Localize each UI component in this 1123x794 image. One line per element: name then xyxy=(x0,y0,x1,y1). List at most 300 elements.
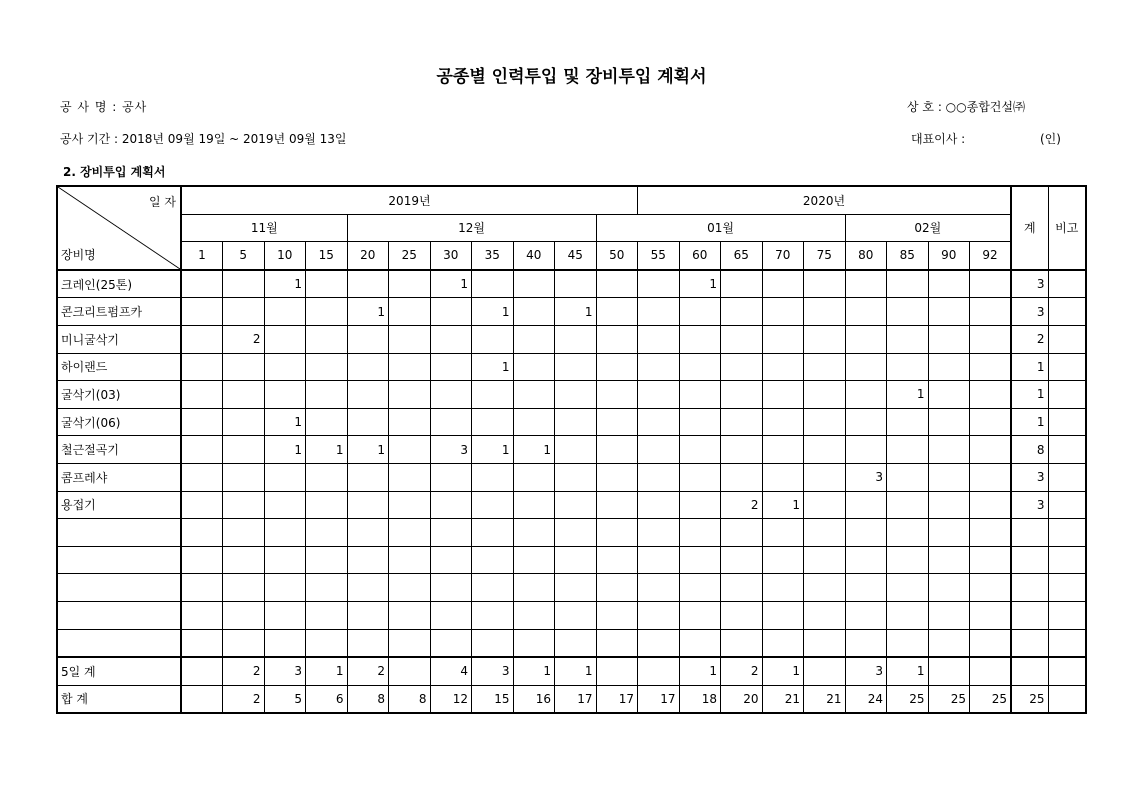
quantity-cell xyxy=(762,353,804,381)
quantity-cell: 1 xyxy=(513,436,555,464)
quantity-cell xyxy=(679,491,721,519)
quantity-cell xyxy=(389,491,431,519)
equipment-row xyxy=(57,325,1086,353)
quantity-cell xyxy=(845,546,887,574)
quantity-cell xyxy=(596,408,638,436)
quantity-cell: 8 xyxy=(347,685,389,713)
quantity-cell xyxy=(596,325,638,353)
quantity-cell xyxy=(762,629,804,657)
quantity-cell: 1 xyxy=(472,353,514,381)
quantity-cell xyxy=(804,298,846,326)
equipment-name-cell: 콤프레샤 xyxy=(57,463,181,491)
quantity-cell xyxy=(306,463,348,491)
quantity-cell xyxy=(762,546,804,574)
quantity-cell xyxy=(389,546,431,574)
cumulative-total-row xyxy=(57,685,1086,713)
remarks-cell xyxy=(1048,574,1086,602)
quantity-cell xyxy=(389,408,431,436)
quantity-cell: 1 xyxy=(762,491,804,519)
quantity-cell: 25 xyxy=(970,685,1012,713)
quantity-cell xyxy=(513,463,555,491)
equipment-row xyxy=(57,408,1086,436)
quantity-cell xyxy=(928,546,970,574)
quantity-cell xyxy=(887,629,929,657)
day-header-cell: 1 xyxy=(181,242,223,270)
quantity-cell: 3 xyxy=(845,463,887,491)
remarks-cell xyxy=(1048,629,1086,657)
quantity-cell: 3 xyxy=(845,657,887,685)
equipment-row xyxy=(57,353,1086,381)
quantity-cell xyxy=(721,353,763,381)
quantity-cell xyxy=(970,601,1012,629)
quantity-cell xyxy=(181,381,223,409)
quantity-cell xyxy=(223,574,265,602)
quantity-cell: 1 xyxy=(306,657,348,685)
quantity-cell xyxy=(596,436,638,464)
quantity-cell: 21 xyxy=(762,685,804,713)
quantity-cell xyxy=(181,685,223,713)
remarks-cell xyxy=(1048,325,1086,353)
quantity-cell xyxy=(223,629,265,657)
quantity-cell: 24 xyxy=(845,685,887,713)
quantity-cell: 25 xyxy=(928,685,970,713)
quantity-cell xyxy=(555,325,597,353)
equipment-row xyxy=(57,574,1086,602)
quantity-cell xyxy=(264,353,306,381)
day-header-cell: 35 xyxy=(472,242,514,270)
day-header-cell: 80 xyxy=(845,242,887,270)
quantity-cell xyxy=(181,546,223,574)
quantity-cell xyxy=(721,408,763,436)
quantity-cell xyxy=(513,491,555,519)
quantity-cell xyxy=(845,574,887,602)
quantity-cell xyxy=(264,463,306,491)
quantity-cell: 1 xyxy=(887,657,929,685)
quantity-cell xyxy=(389,353,431,381)
quantity-cell xyxy=(596,298,638,326)
quantity-cell xyxy=(472,546,514,574)
quantity-cell xyxy=(970,546,1012,574)
quantity-cell xyxy=(970,353,1012,381)
quantity-cell xyxy=(306,270,348,298)
quantity-cell xyxy=(513,546,555,574)
quantity-cell xyxy=(555,270,597,298)
quantity-cell xyxy=(804,325,846,353)
quantity-cell xyxy=(928,325,970,353)
quantity-cell xyxy=(472,325,514,353)
equipment-name-cell: 굴삭기(06) xyxy=(57,408,181,436)
remarks-cell xyxy=(1048,408,1086,436)
quantity-cell xyxy=(264,381,306,409)
quantity-cell xyxy=(970,629,1012,657)
quantity-cell xyxy=(762,601,804,629)
quantity-cell xyxy=(555,436,597,464)
quantity-cell xyxy=(721,629,763,657)
quantity-cell xyxy=(928,436,970,464)
quantity-cell xyxy=(638,298,680,326)
quantity-cell: 3 xyxy=(430,436,472,464)
equipment-row xyxy=(57,601,1086,629)
quantity-cell: 12 xyxy=(430,685,472,713)
quantity-cell: 3 xyxy=(264,657,306,685)
quantity-cell xyxy=(306,519,348,547)
quantity-cell xyxy=(264,491,306,519)
row-total-cell xyxy=(1011,546,1048,574)
quantity-cell xyxy=(389,325,431,353)
quantity-cell xyxy=(679,408,721,436)
quantity-cell xyxy=(638,601,680,629)
quantity-cell xyxy=(181,325,223,353)
quantity-cell xyxy=(347,546,389,574)
day-header-cell: 90 xyxy=(928,242,970,270)
quantity-cell xyxy=(181,353,223,381)
quantity-cell xyxy=(513,574,555,602)
quantity-cell xyxy=(555,574,597,602)
quantity-cell xyxy=(970,519,1012,547)
quantity-cell xyxy=(472,270,514,298)
remarks-cell xyxy=(1048,491,1086,519)
document-title: 공종별 인력투입 및 장비투입 계획서 xyxy=(436,67,707,87)
quantity-cell xyxy=(845,381,887,409)
equipment-row xyxy=(57,381,1086,409)
quantity-cell: 1 xyxy=(347,298,389,326)
quantity-cell xyxy=(264,325,306,353)
day-header-cell: 60 xyxy=(679,242,721,270)
quantity-cell xyxy=(970,436,1012,464)
quantity-cell xyxy=(804,353,846,381)
quantity-cell xyxy=(430,381,472,409)
quantity-cell: 2 xyxy=(223,325,265,353)
quantity-cell xyxy=(887,519,929,547)
quantity-cell xyxy=(928,353,970,381)
company-name-label: 상 호 : ○○종합건설㈜ xyxy=(907,100,1025,114)
quantity-cell xyxy=(389,436,431,464)
quantity-cell xyxy=(845,629,887,657)
quantity-cell: 1 xyxy=(762,657,804,685)
quantity-cell xyxy=(928,408,970,436)
quantity-cell xyxy=(181,436,223,464)
equipment-row xyxy=(57,270,1086,298)
quantity-cell xyxy=(804,546,846,574)
row-total-cell xyxy=(1011,629,1048,657)
equipment-name-cell: 하이랜드 xyxy=(57,353,181,381)
quantity-cell xyxy=(845,353,887,381)
quantity-cell xyxy=(845,408,887,436)
quantity-cell xyxy=(804,629,846,657)
quantity-cell: 1 xyxy=(472,436,514,464)
quantity-cell xyxy=(679,519,721,547)
quantity-cell xyxy=(804,436,846,464)
equipment-row xyxy=(57,491,1086,519)
quantity-cell xyxy=(804,657,846,685)
quantity-cell xyxy=(555,463,597,491)
quantity-cell: 3 xyxy=(472,657,514,685)
quantity-cell xyxy=(762,270,804,298)
quantity-cell xyxy=(638,436,680,464)
row-total-cell xyxy=(1011,519,1048,547)
row-total-cell: 1 xyxy=(1011,408,1048,436)
equipment-row xyxy=(57,546,1086,574)
quantity-cell xyxy=(970,657,1012,685)
equipment-name-cell: 철근절곡기 xyxy=(57,436,181,464)
quantity-cell xyxy=(970,381,1012,409)
equipment-name-cell: 5일 계 xyxy=(57,657,181,685)
quantity-cell xyxy=(181,657,223,685)
quantity-cell xyxy=(970,270,1012,298)
quantity-cell xyxy=(804,574,846,602)
quantity-cell: 2 xyxy=(223,685,265,713)
quantity-cell xyxy=(721,601,763,629)
quantity-cell xyxy=(430,491,472,519)
quantity-cell: 1 xyxy=(347,436,389,464)
day-header-cell: 30 xyxy=(430,242,472,270)
quantity-cell xyxy=(347,463,389,491)
quantity-cell xyxy=(181,463,223,491)
quantity-cell xyxy=(181,491,223,519)
project-name-label: 공 사 명 : 공사 xyxy=(60,100,148,114)
quantity-cell xyxy=(804,381,846,409)
row-total-cell: 3 xyxy=(1011,270,1048,298)
quantity-cell: 17 xyxy=(596,685,638,713)
quantity-cell xyxy=(223,601,265,629)
equipment-row xyxy=(57,519,1086,547)
quantity-cell: 1 xyxy=(430,270,472,298)
remarks-cell xyxy=(1048,685,1086,713)
quantity-cell xyxy=(845,491,887,519)
quantity-cell xyxy=(389,574,431,602)
quantity-cell: 8 xyxy=(389,685,431,713)
quantity-cell xyxy=(928,463,970,491)
quantity-cell xyxy=(638,325,680,353)
equipment-name-cell xyxy=(57,601,181,629)
quantity-cell xyxy=(555,353,597,381)
quantity-cell xyxy=(762,325,804,353)
day-header-cell: 25 xyxy=(389,242,431,270)
quantity-cell: 1 xyxy=(555,657,597,685)
quantity-cell xyxy=(555,629,597,657)
equipment-name-cell xyxy=(57,546,181,574)
quantity-cell xyxy=(679,546,721,574)
day-header-cell: 5 xyxy=(223,242,265,270)
day-header-cell: 75 xyxy=(804,242,846,270)
quantity-cell xyxy=(887,325,929,353)
quantity-cell: 16 xyxy=(513,685,555,713)
quantity-cell xyxy=(638,408,680,436)
quantity-cell xyxy=(513,601,555,629)
quantity-cell: 17 xyxy=(555,685,597,713)
quantity-cell xyxy=(887,601,929,629)
quantity-cell xyxy=(513,270,555,298)
day-header-cell: 40 xyxy=(513,242,555,270)
quantity-cell xyxy=(223,408,265,436)
quantity-cell xyxy=(264,298,306,326)
quantity-cell xyxy=(638,491,680,519)
equipment-name-cell: 미니굴삭기 xyxy=(57,325,181,353)
quantity-cell xyxy=(596,657,638,685)
quantity-cell xyxy=(762,436,804,464)
quantity-cell xyxy=(223,298,265,326)
quantity-cell xyxy=(181,601,223,629)
quantity-cell xyxy=(306,574,348,602)
quantity-cell xyxy=(887,463,929,491)
total-header: 계 xyxy=(1011,186,1048,270)
quantity-cell xyxy=(887,353,929,381)
quantity-cell xyxy=(472,519,514,547)
quantity-cell: 6 xyxy=(306,685,348,713)
quantity-cell xyxy=(762,463,804,491)
quantity-cell xyxy=(928,601,970,629)
equipment-row xyxy=(57,463,1086,491)
quantity-cell xyxy=(389,298,431,326)
quantity-cell xyxy=(306,629,348,657)
quantity-cell xyxy=(679,463,721,491)
quantity-cell xyxy=(887,270,929,298)
row-total-cell: 8 xyxy=(1011,436,1048,464)
quantity-cell xyxy=(430,574,472,602)
quantity-cell xyxy=(389,463,431,491)
quantity-cell xyxy=(721,519,763,547)
quantity-cell xyxy=(679,601,721,629)
equipment-name-cell: 합 계 xyxy=(57,685,181,713)
quantity-cell xyxy=(389,381,431,409)
quantity-cell xyxy=(347,381,389,409)
row-total-cell xyxy=(1011,601,1048,629)
quantity-cell xyxy=(928,519,970,547)
row-total-cell: 2 xyxy=(1011,325,1048,353)
quantity-cell xyxy=(347,629,389,657)
quantity-cell xyxy=(264,574,306,602)
quantity-cell xyxy=(181,574,223,602)
quantity-cell xyxy=(596,574,638,602)
day-header-cell: 50 xyxy=(596,242,638,270)
quantity-cell xyxy=(679,381,721,409)
quantity-cell: 1 xyxy=(306,436,348,464)
quantity-cell: 1 xyxy=(679,657,721,685)
quantity-cell xyxy=(264,601,306,629)
quantity-cell xyxy=(887,546,929,574)
quantity-cell xyxy=(430,519,472,547)
quantity-cell xyxy=(845,270,887,298)
quantity-cell xyxy=(513,519,555,547)
quantity-cell xyxy=(223,491,265,519)
quantity-cell xyxy=(887,491,929,519)
quantity-cell xyxy=(721,463,763,491)
section-title: 2. 장비투입 계획서 xyxy=(63,165,166,179)
quantity-cell: 15 xyxy=(472,685,514,713)
remarks-cell xyxy=(1048,381,1086,409)
quantity-cell: 1 xyxy=(555,298,597,326)
equipment-row xyxy=(57,629,1086,657)
day-header-cell: 55 xyxy=(638,242,680,270)
quantity-cell xyxy=(638,353,680,381)
quantity-cell xyxy=(679,629,721,657)
quantity-cell xyxy=(347,270,389,298)
quantity-cell xyxy=(638,546,680,574)
year-header-row xyxy=(57,186,1086,214)
quantity-cell xyxy=(928,270,970,298)
quantity-cell xyxy=(638,463,680,491)
quantity-cell xyxy=(679,325,721,353)
quantity-cell xyxy=(223,463,265,491)
quantity-cell xyxy=(555,408,597,436)
date-label: 일 자 xyxy=(149,195,176,209)
quantity-cell xyxy=(596,629,638,657)
quantity-cell xyxy=(306,325,348,353)
quantity-cell: 1 xyxy=(887,381,929,409)
equipment-name-cell xyxy=(57,574,181,602)
subtotal-row xyxy=(57,657,1086,685)
quantity-cell xyxy=(181,519,223,547)
quantity-cell xyxy=(845,601,887,629)
row-total-cell: 1 xyxy=(1011,353,1048,381)
quantity-cell xyxy=(223,270,265,298)
header-corner-cell xyxy=(57,186,181,270)
quantity-cell: 1 xyxy=(264,408,306,436)
quantity-cell xyxy=(555,381,597,409)
quantity-cell: 1 xyxy=(264,270,306,298)
quantity-cell xyxy=(638,270,680,298)
quantity-cell xyxy=(638,381,680,409)
quantity-cell xyxy=(804,601,846,629)
day-header-cell: 92 xyxy=(970,242,1012,270)
quantity-cell xyxy=(347,574,389,602)
quantity-cell xyxy=(762,408,804,436)
quantity-cell xyxy=(181,629,223,657)
quantity-cell xyxy=(306,298,348,326)
quantity-cell xyxy=(347,491,389,519)
quantity-cell xyxy=(181,298,223,326)
quantity-cell xyxy=(596,353,638,381)
quantity-cell xyxy=(430,546,472,574)
quantity-cell xyxy=(596,491,638,519)
quantity-cell xyxy=(555,546,597,574)
remarks-cell xyxy=(1048,463,1086,491)
day-header-cell: 10 xyxy=(264,242,306,270)
remarks-cell xyxy=(1048,601,1086,629)
quantity-cell xyxy=(430,601,472,629)
quantity-cell xyxy=(845,436,887,464)
day-header-cell: 20 xyxy=(347,242,389,270)
quantity-cell: 5 xyxy=(264,685,306,713)
row-total-cell: 3 xyxy=(1011,298,1048,326)
quantity-cell xyxy=(181,408,223,436)
quantity-cell xyxy=(721,436,763,464)
month-header-dec: 12월 xyxy=(347,214,596,242)
equipment-row xyxy=(57,436,1086,464)
day-header-cell: 65 xyxy=(721,242,763,270)
quantity-cell xyxy=(389,601,431,629)
quantity-cell xyxy=(804,519,846,547)
quantity-cell xyxy=(389,519,431,547)
quantity-cell xyxy=(970,408,1012,436)
quantity-cell xyxy=(970,491,1012,519)
quantity-cell: 1 xyxy=(472,298,514,326)
quantity-cell xyxy=(472,629,514,657)
quantity-cell: 1 xyxy=(264,436,306,464)
quantity-cell xyxy=(181,270,223,298)
remarks-cell xyxy=(1048,270,1086,298)
quantity-cell xyxy=(970,298,1012,326)
quantity-cell xyxy=(472,463,514,491)
row-total-cell: 3 xyxy=(1011,463,1048,491)
month-header-row xyxy=(57,214,1086,242)
quantity-cell xyxy=(928,298,970,326)
quantity-cell xyxy=(970,574,1012,602)
day-header-cell: 45 xyxy=(555,242,597,270)
quantity-cell xyxy=(887,574,929,602)
quantity-cell xyxy=(513,353,555,381)
quantity-cell xyxy=(928,629,970,657)
